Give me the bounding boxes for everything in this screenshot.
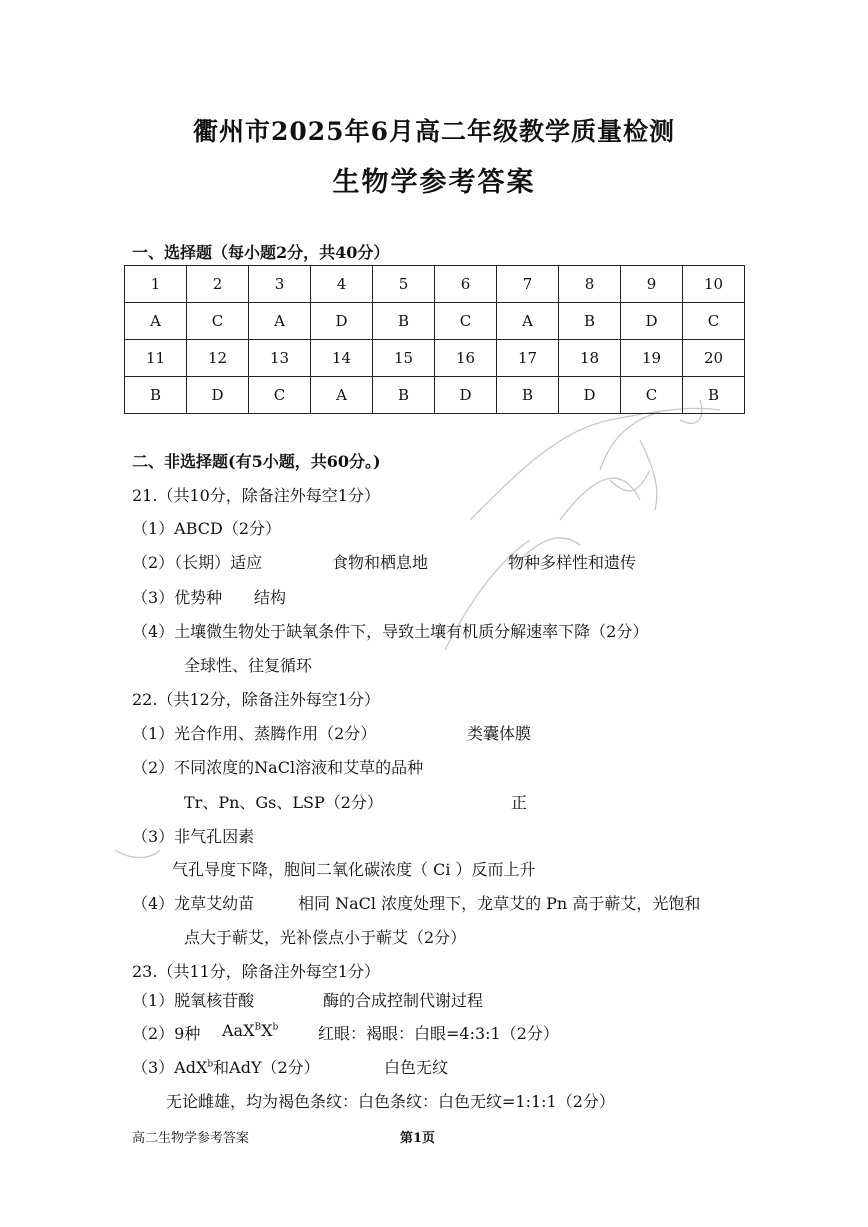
table-cell: 10: [683, 266, 745, 303]
table-row: [125, 266, 745, 303]
table-cell: B: [373, 303, 435, 340]
table-cell: B: [497, 377, 559, 414]
table-cell: A: [249, 303, 311, 340]
q23-answer-3-post: 和AdY（2分）: [213, 1058, 320, 1077]
table-cell: 15: [373, 340, 435, 377]
document-subtitle: 生物学参考答案: [332, 167, 536, 198]
q23-genotype: [222, 1021, 278, 1040]
table-cell: 14: [311, 340, 373, 377]
genotype-superscript-2: b: [272, 1022, 279, 1033]
table-cell: C: [683, 303, 745, 340]
table-cell: 6: [435, 266, 497, 303]
table-cell: B: [683, 377, 745, 414]
q22-answer-2b: Tr、Pn、Gs、LSP（2分）: [184, 793, 383, 812]
q22-answer-1a: （1）光合作用、蒸腾作用（2分）: [132, 724, 377, 743]
q23-answer-1a: （1）脱氧核苷酸: [132, 991, 255, 1010]
table-cell: 20: [683, 340, 745, 377]
q22-answer-3: （3）非气孔因素: [132, 827, 255, 846]
table-cell: D: [187, 377, 249, 414]
table-cell: D: [311, 303, 373, 340]
table-row: [125, 303, 745, 340]
q23-answer-3b: 白色无纹: [384, 1058, 449, 1077]
q21-answer-3b: 结构: [254, 588, 287, 607]
section1-heading: 一、选择题（每小题2分，共40分）: [132, 243, 390, 262]
footer-page-number: [400, 1127, 435, 1146]
q22-answer-4c: 点大于蕲艾，光补偿点小于蕲艾（2分）: [184, 928, 467, 947]
table-cell: 9: [621, 266, 683, 303]
table-row: [125, 340, 745, 377]
table-cell: 16: [435, 340, 497, 377]
q22-answer-2: （2）不同浓度的NaCl溶液和艾草的品种: [132, 758, 424, 777]
q23-answer-1b: 酶的合成控制代谢过程: [323, 991, 484, 1010]
table-cell: 12: [187, 340, 249, 377]
table-cell: C: [249, 377, 311, 414]
q21-answer-2c: 物种多样性和遗传: [508, 553, 637, 572]
table-cell: 1: [125, 266, 187, 303]
q23-answer-3-superscript: b: [207, 1059, 214, 1070]
table-cell: 5: [373, 266, 435, 303]
q23-answer-2a: （2）9种: [132, 1024, 201, 1043]
q21-answer-1: （1）ABCD（2分）: [132, 519, 282, 538]
genotype-x: X: [261, 1021, 273, 1040]
q23-heading: 23.（共11分，除备注外每空1分）: [132, 962, 380, 981]
q21-answer-4b: 全球性、往复循环: [184, 656, 313, 675]
q23-answer-3a: [132, 1055, 320, 1078]
table-cell: 13: [249, 340, 311, 377]
q21-heading: 21.（共10分，除备注外每空1分）: [132, 486, 380, 505]
table-cell: 3: [249, 266, 311, 303]
footer-doc-label: 高二生物学参考答案: [132, 1131, 250, 1146]
q21-answer-3a: （3）优势种: [132, 588, 223, 607]
q22-answer-3b: 气孔导度下降，胞间二氧化碳浓度（ Ci ）反而上升: [172, 860, 536, 879]
table-cell: A: [497, 303, 559, 340]
table-cell: 2: [187, 266, 249, 303]
page-number-text: 第1页: [400, 1131, 436, 1146]
table-cell: 18: [559, 340, 621, 377]
table-cell: 19: [621, 340, 683, 377]
document-title: 衢州市2025年6月高二年级教学质量检测: [193, 117, 675, 146]
q21-answer-2a: （2）（长期）适应: [132, 553, 263, 572]
q23-answer-3-pre: （3）AdX: [132, 1058, 208, 1077]
table-cell: 4: [311, 266, 373, 303]
q21-answer-4: （4）土壤微生物处于缺氧条件下，导致土壤有机质分解速率下降（2分）: [132, 622, 649, 641]
table-cell: D: [559, 377, 621, 414]
table-cell: B: [373, 377, 435, 414]
q22-answer-2c: 正: [511, 793, 528, 812]
table-cell: D: [621, 303, 683, 340]
table-cell: 11: [125, 340, 187, 377]
table-cell: C: [187, 303, 249, 340]
table-cell: B: [559, 303, 621, 340]
genotype-base: AaX: [222, 1021, 255, 1040]
table-cell: 7: [497, 266, 559, 303]
q21-answer-2b: 食物和栖息地: [332, 553, 429, 572]
multiple-choice-answer-table: [124, 265, 745, 414]
table-cell: C: [621, 377, 683, 414]
q22-heading: 22.（共12分，除备注外每空1分）: [132, 690, 380, 709]
table-cell: B: [125, 377, 187, 414]
genotype-superscript-1: B: [254, 1022, 262, 1033]
section2-heading: 二、非选择题(有5小题，共60分。): [132, 452, 381, 471]
table-cell: C: [435, 303, 497, 340]
table-cell: D: [435, 377, 497, 414]
q22-answer-4b: 相同 NaCl 浓度处理下，龙草艾的 Pn 高于蕲艾，光饱和: [298, 894, 701, 913]
table-cell: A: [125, 303, 187, 340]
table-row: [125, 377, 745, 414]
q23-answer-2b: 红眼：褐眼：白眼=4:3:1（2分）: [318, 1024, 559, 1043]
q22-answer-1b: 类囊体膜: [467, 724, 532, 743]
table-cell: 17: [497, 340, 559, 377]
q22-answer-4a: （4）龙草艾幼苗: [132, 894, 255, 913]
table-cell: A: [311, 377, 373, 414]
q23-answer-3c: 无论雌雄，均为褐色条纹：白色条纹：白色无纹=1:1:1（2分）: [166, 1092, 615, 1111]
table-cell: 8: [559, 266, 621, 303]
